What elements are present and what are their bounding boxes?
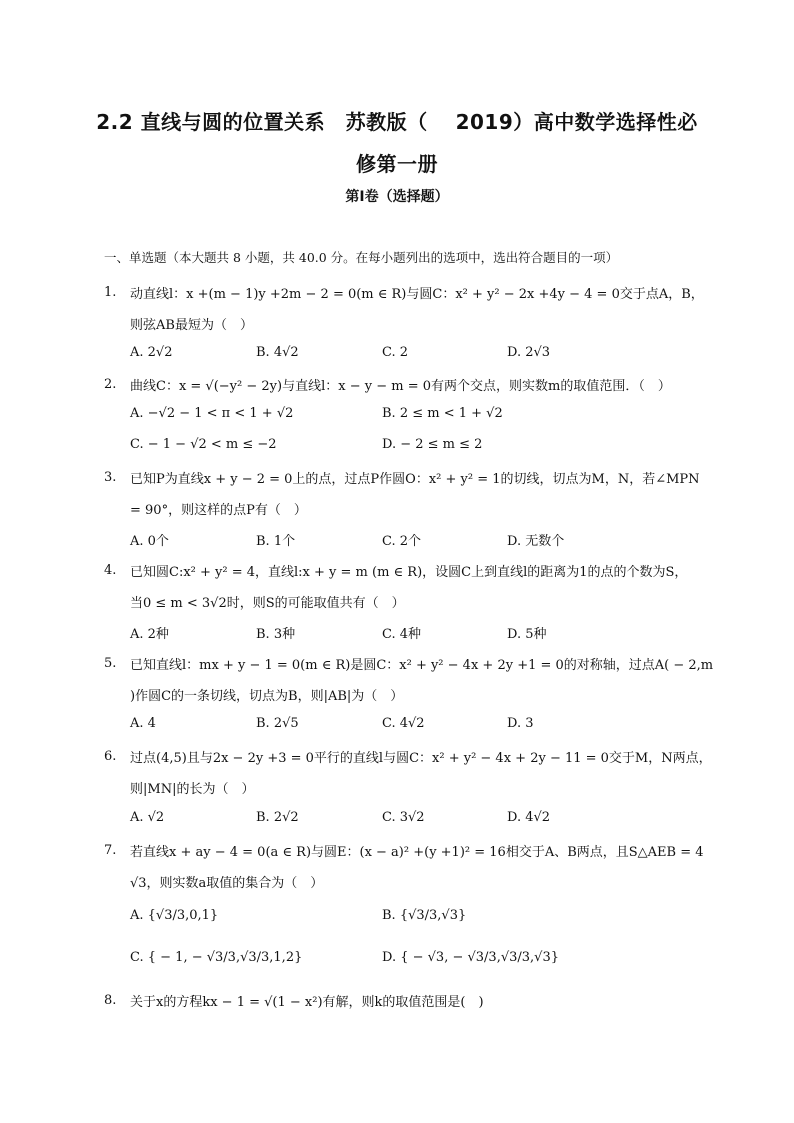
question-number: 1. [104, 285, 117, 300]
question-text-line: 已知圆C:x² + y² = 4，直线l:x + y = m (m ∈ R)，设圆C上到直线l的距离为1的点的个数为S， [130, 565, 688, 580]
question-number: 8. [104, 993, 117, 1008]
option-d: D. 4√2 [507, 810, 551, 825]
document-title-line2: 修第一册 [356, 152, 438, 176]
question-text-line: 动直线l：x +(m − 1)y +2m − 2 = 0(m ∈ R)与圆C：x² + y² − 2x +4y − 4 = 0交于点A，B， [130, 287, 704, 302]
option-a: A. 2种 [130, 627, 169, 642]
section-header: 一、单选题（本大题共 8 小题，共 40.0 分。在每小题列出的选项中，选出符合题目的一项） [104, 250, 619, 265]
option-a: A. √2 [130, 810, 165, 825]
option-d: D. 无数个 [507, 534, 565, 549]
option-c: C. 2个 [382, 534, 422, 549]
question-number: 7. [104, 843, 117, 858]
question-text-line: √3，则实数a取值的集合为（ ） [130, 876, 324, 891]
question-text-line: 已知直线l：mx + y − 1 = 0(m ∈ R)是圆C：x² + y² − 4x + 2y +1 = 0的对称轴，过点A( − 2,m [130, 658, 714, 673]
question-text-line: 则|MN|的长为（ ） [130, 782, 255, 797]
option-b: B. 4√2 [256, 345, 299, 360]
option-b: B. 2√2 [256, 810, 299, 825]
option-a: A. {√3/3,0,1} [130, 908, 219, 923]
option-b: B. 1个 [256, 534, 296, 549]
option-b: B. {√3/3,√3} [382, 908, 467, 923]
option-c: C. 4种 [382, 627, 422, 642]
option-b: B. 3种 [256, 627, 296, 642]
option-b: B. 2 ≤ m < 1 + √2 [382, 406, 503, 421]
option-c: C. 4√2 [382, 716, 425, 731]
option-c: C. 2 [382, 345, 409, 360]
question-number: 4. [104, 563, 117, 578]
question-number: 2. [104, 377, 117, 392]
question-text-line: 则弦AB最短为（ ） [130, 318, 253, 333]
option-a: A. 4 [130, 716, 156, 731]
option-d: D. 5种 [507, 627, 547, 642]
volume-subtitle: 第Ⅰ卷（选择题） [345, 189, 449, 205]
option-a: A. 0个 [130, 534, 169, 549]
option-d: D. 2√3 [507, 345, 551, 360]
question-text-line: = 90°，则这样的点P有（ ） [130, 503, 307, 518]
document-title-line1: 2.2 直线与圆的位置关系 苏教版（ 2019）高中数学选择性必 [96, 110, 698, 134]
option-d: D. − 2 ≤ m ≤ 2 [382, 437, 483, 452]
question-text-line: 曲线C：x = √(−y² − 2y)与直线l：x − y − m = 0有两个交点，则实数m的取值范围．（ ） [130, 379, 671, 394]
option-c: C. { − 1, − √3/3,√3/3,1,2} [130, 950, 303, 965]
option-c: C. − 1 − √2 < m ≤ −2 [130, 437, 277, 452]
question-text-line: 关于x的方程kx − 1 = √(1 − x²)有解，则k的取值范围是( ) [130, 995, 484, 1010]
question-text-line: 过点(4,5)且与2x − 2y +3 = 0平行的直线l与圆C：x² + y² − 4x + 2y − 11 = 0交于M，N两点， [130, 751, 712, 766]
question-text-line: 当0 ≤ m < 3√2时，则S的可能取值共有（ ） [130, 596, 405, 611]
option-b: B. 2√5 [256, 716, 299, 731]
option-a: A. 2√2 [130, 345, 173, 360]
question-number: 6. [104, 749, 117, 764]
option-a: A. −√2 − 1 < π < 1 + √2 [130, 406, 294, 421]
question-text-line: )作圆C的一条切线，切点为B，则|AB|为（ ） [130, 689, 404, 704]
question-number: 3. [104, 470, 117, 485]
option-d: D. { − √3, − √3/3,√3/3,√3} [382, 950, 559, 965]
option-d: D. 3 [507, 716, 534, 731]
question-number: 5. [104, 656, 117, 671]
question-text-line: 若直线x + ay − 4 = 0(a ∈ R)与圆E：(x − a)² +(y +1)² = 16相交于A、B两点，且S△AEB = 4 [130, 845, 704, 860]
option-c: C. 3√2 [382, 810, 425, 825]
question-text-line: 已知P为直线x + y − 2 = 0上的点，过点P作圆O：x² + y² = 1的切线，切点为M，N，若∠MPN [130, 472, 700, 487]
